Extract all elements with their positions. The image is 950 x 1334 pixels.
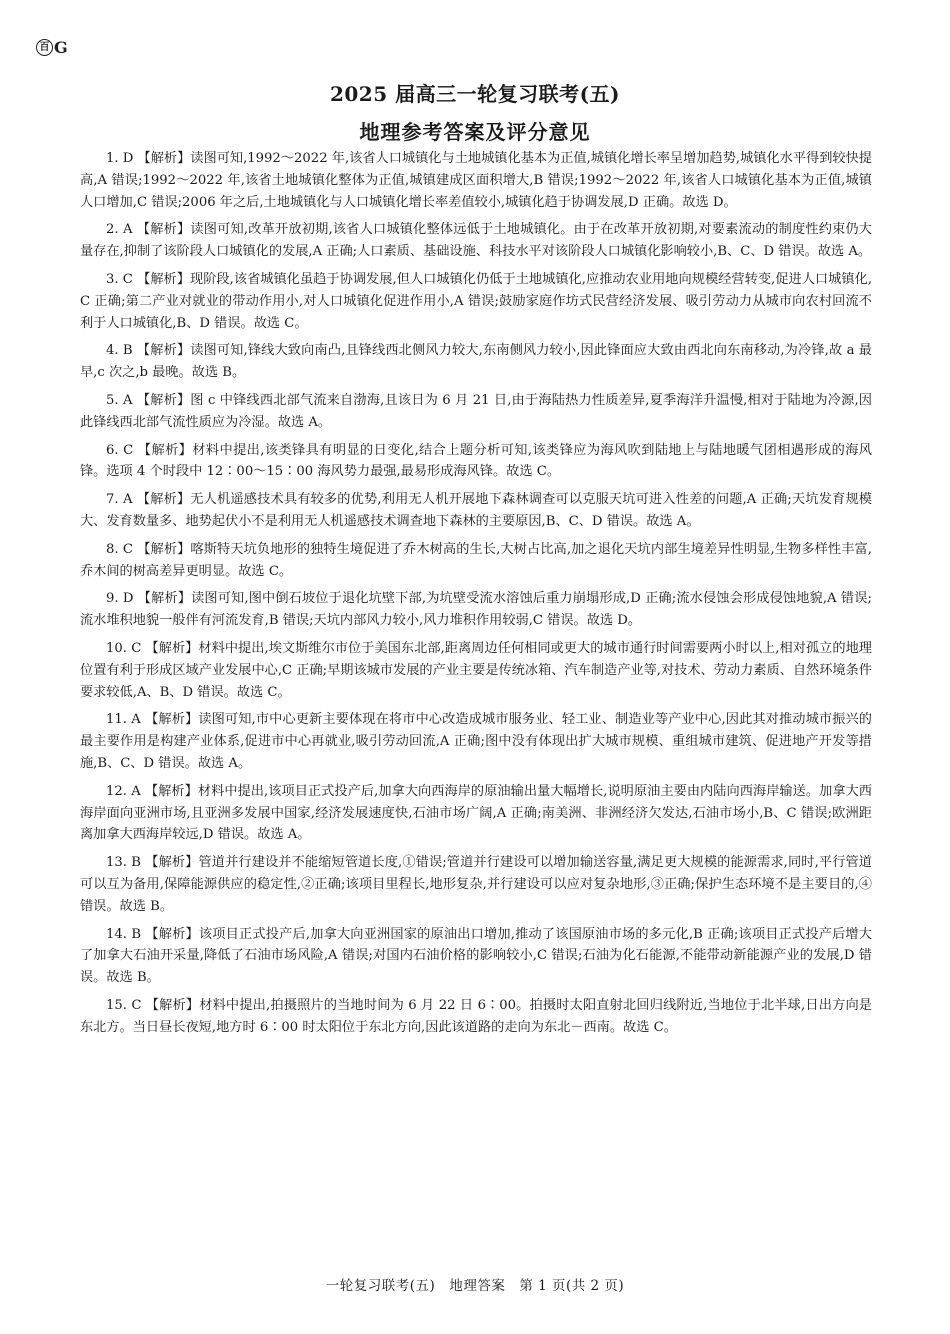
answer-item-9: 9. D 【解析】读图可知,图中倒石坡位于退化坑壁下部,为坑壁受流水溶蚀后重力崩塌形成,D 正确;流水侵蚀会形成侵蚀地貌,A 错误;流水堆积地貌一般伴有河流发育,B 错误;天坑内部风力较小,风力堆积作用较弱,C 错误。故选 D。 (80, 591, 872, 629)
answer-list (80, 148, 872, 1044)
answer-item-6: 6. C 【解析】材料中提出,该类锋具有明显的日变化,结合上题分析可知,该类锋应为海风吹到陆地上与陆地暖气团相遇形成的海风锋。选项 4 个时段中 12∶00～15∶00 海风势力最强,最易形成海风锋。故选 C。 (80, 442, 872, 480)
answer-item-10: 10. C 【解析】材料中提出,埃文斯维尔市位于美国东北部,距离周边任何相同或更大的城市通行时间需要两小时以上,相对孤立的地理位置有利于形成区域产业发展中心,C 正确;早期该城市发展的产业主要是传统冰箱、汽车制造产业等,对技术、劳动力素质、自然环境条件要求较低,A、B、D 错误。故选 C。 (80, 640, 872, 700)
answer-item-2: 2. A 【解析】读图可知,改革开放初期,该省人口城镇化整体远低于土地城镇化。由于在改革开放初期,对要素流动的制度性约束仍大量存在,抑制了该阶段人口城镇化的发展,A 正确;人口素质、基础设施、科技水平对该阶段人口城镇化影响较小,B、C、D 错误。故选 A。 (80, 222, 872, 260)
answer-item-15: 15. C 【解析】材料中提出,拍摄照片的当地时间为 6 月 22 日 6∶00。拍摄时太阳直射北回归线附近,当地位于北半球,日出方向是东北方。当日昼长夜短,地方时 6∶00 时太阳位于东北方向,因此该道路的走向为东北－西南。故选 C。 (80, 997, 872, 1035)
document-subtitle: 地理参考答案及评分意见 (359, 120, 591, 144)
answer-item-8: 8. C 【解析】喀斯特天坑负地形的独特生境促进了乔木树高的生长,大树占比高,加之退化天坑内部生境差异性明显,生物多样性丰富,乔木间的树高差异更明显。故选 C。 (80, 541, 872, 579)
exam-title: 2025 届高三一轮复习联考(五) (329, 82, 621, 106)
answer-item-3: 3. C 【解析】现阶段,该省城镇化虽趋于协调发展,但人口城镇化仍低于土地城镇化,应推动农业用地向规模经营转变,促进人口城镇化,C 正确;第二产业对就业的带动作用小,对人口城镇化促进作用小,A 错误;鼓励家庭作坊式民营经济发展、吸引劳动力从城市向农村回流不利于人口城镇化,B、D 错误。故选 C。 (80, 271, 872, 331)
answer-item-13: 13. B 【解析】管道并行建设并不能缩短管道长度,①错误;管道并行建设可以增加输送容量,满足更大规模的能源需求,同时,平行管道可以互为备用,保障能源供应的稳定性,②正确;该项目里程长,地形复杂,并行建设可以应对复杂地形,③正确;保护生态环境不是主要目的,④错误。故选 B。 (80, 855, 872, 914)
answer-item-14: 14. B 【解析】该项目正式投产后,加拿大向亚洲国家的原油出口增加,推动了该国原油市场的多元化,B 正确;该项目正式投产后增大了加拿大石油开采量,降低了石油市场风险,A 错误;对国内石油价格的影响较小,C 错误;石油为化石能源,不能带动新能源产业的发展,D 错误。故选 B。 (80, 926, 872, 986)
page-footer: 一轮复习联考(五) 地理答案 第 1 页(共 2 页) (325, 1278, 625, 1294)
answer-item-11: 11. A 【解析】读图可知,市中心更新主要体现在将市中心改造成城市服务业、轻工业、制造业等产业中心,因此其对推动城市振兴的最主要作用是构建产业体系,促进市中心再就业,吸引劳动回流,A 正确;图中没有体现出扩大城市规模、重组城市建筑、促进地产开发等措施,B、C、D 错误。故选 A。 (80, 712, 872, 771)
logo-ring-icon: 百 (36, 39, 53, 56)
answer-item-5: 5. A 【解析】图 c 中锋线西北部气流来自渤海,且该日为 6 月 21 日,由于海陆热力性质差异,夏季海洋升温慢,相对于陆地为冷源,因此锋线西北部气流性质应为冷湿。故选 A。 (80, 392, 872, 430)
answer-item-12: 12. A 【解析】材料中提出,该项目正式投产后,加拿大向西海岸的原油输出量大幅增长,说明原油主要由内陆向西海岸输送。加拿大西海岸面向亚洲市场,且亚洲多发展中国家,经济发展速度快,石油市场广阔,A 正确;南美洲、非洲经济欠发达,石油市场小,B、C 错误;欧洲距离加拿大西海岸较远,D 错误。故选 A。 (80, 783, 872, 843)
answer-item-7: 7. A 【解析】无人机遥感技术具有较多的优势,利用无人机开展地下森林调查可以克服天坑可进入性差的问题,A 正确;天坑发育规模大、发育数量多、地势起伏小不是利用无人机遥感技术调查地下森林的主要原因,B、C、D 错误。故选 A。 (80, 492, 872, 529)
logo-letter: G (54, 38, 68, 57)
publisher-logo (36, 38, 68, 57)
answer-item-4: 4. B 【解析】读图可知,锋线大致向南凸,且锋线西北侧风力较大,东南侧风力较小,因此锋面应大致由西北向东南移动,为冷锋,故 a 最早,c 次之,b 最晚。故选 B。 (80, 343, 872, 381)
answer-item-1: 1. D 【解析】读图可知,1992～2022 年,该省人口城镇化与土地城镇化基本为正值,城镇化增长率呈增加趋势,城镇化水平得到较快提高,A 错误;1992～2022 年,该省土地城镇化整体为正值,城镇建成区面积增大,B 错误;1992～2022 年,该省人口城镇化基本为正值,城镇人口增加,C 错误;2006 年之后,土地城镇化与人口城镇化增长率差值较小,城镇化趋于协调发展,D 正确。故选 D。 (80, 151, 872, 210)
